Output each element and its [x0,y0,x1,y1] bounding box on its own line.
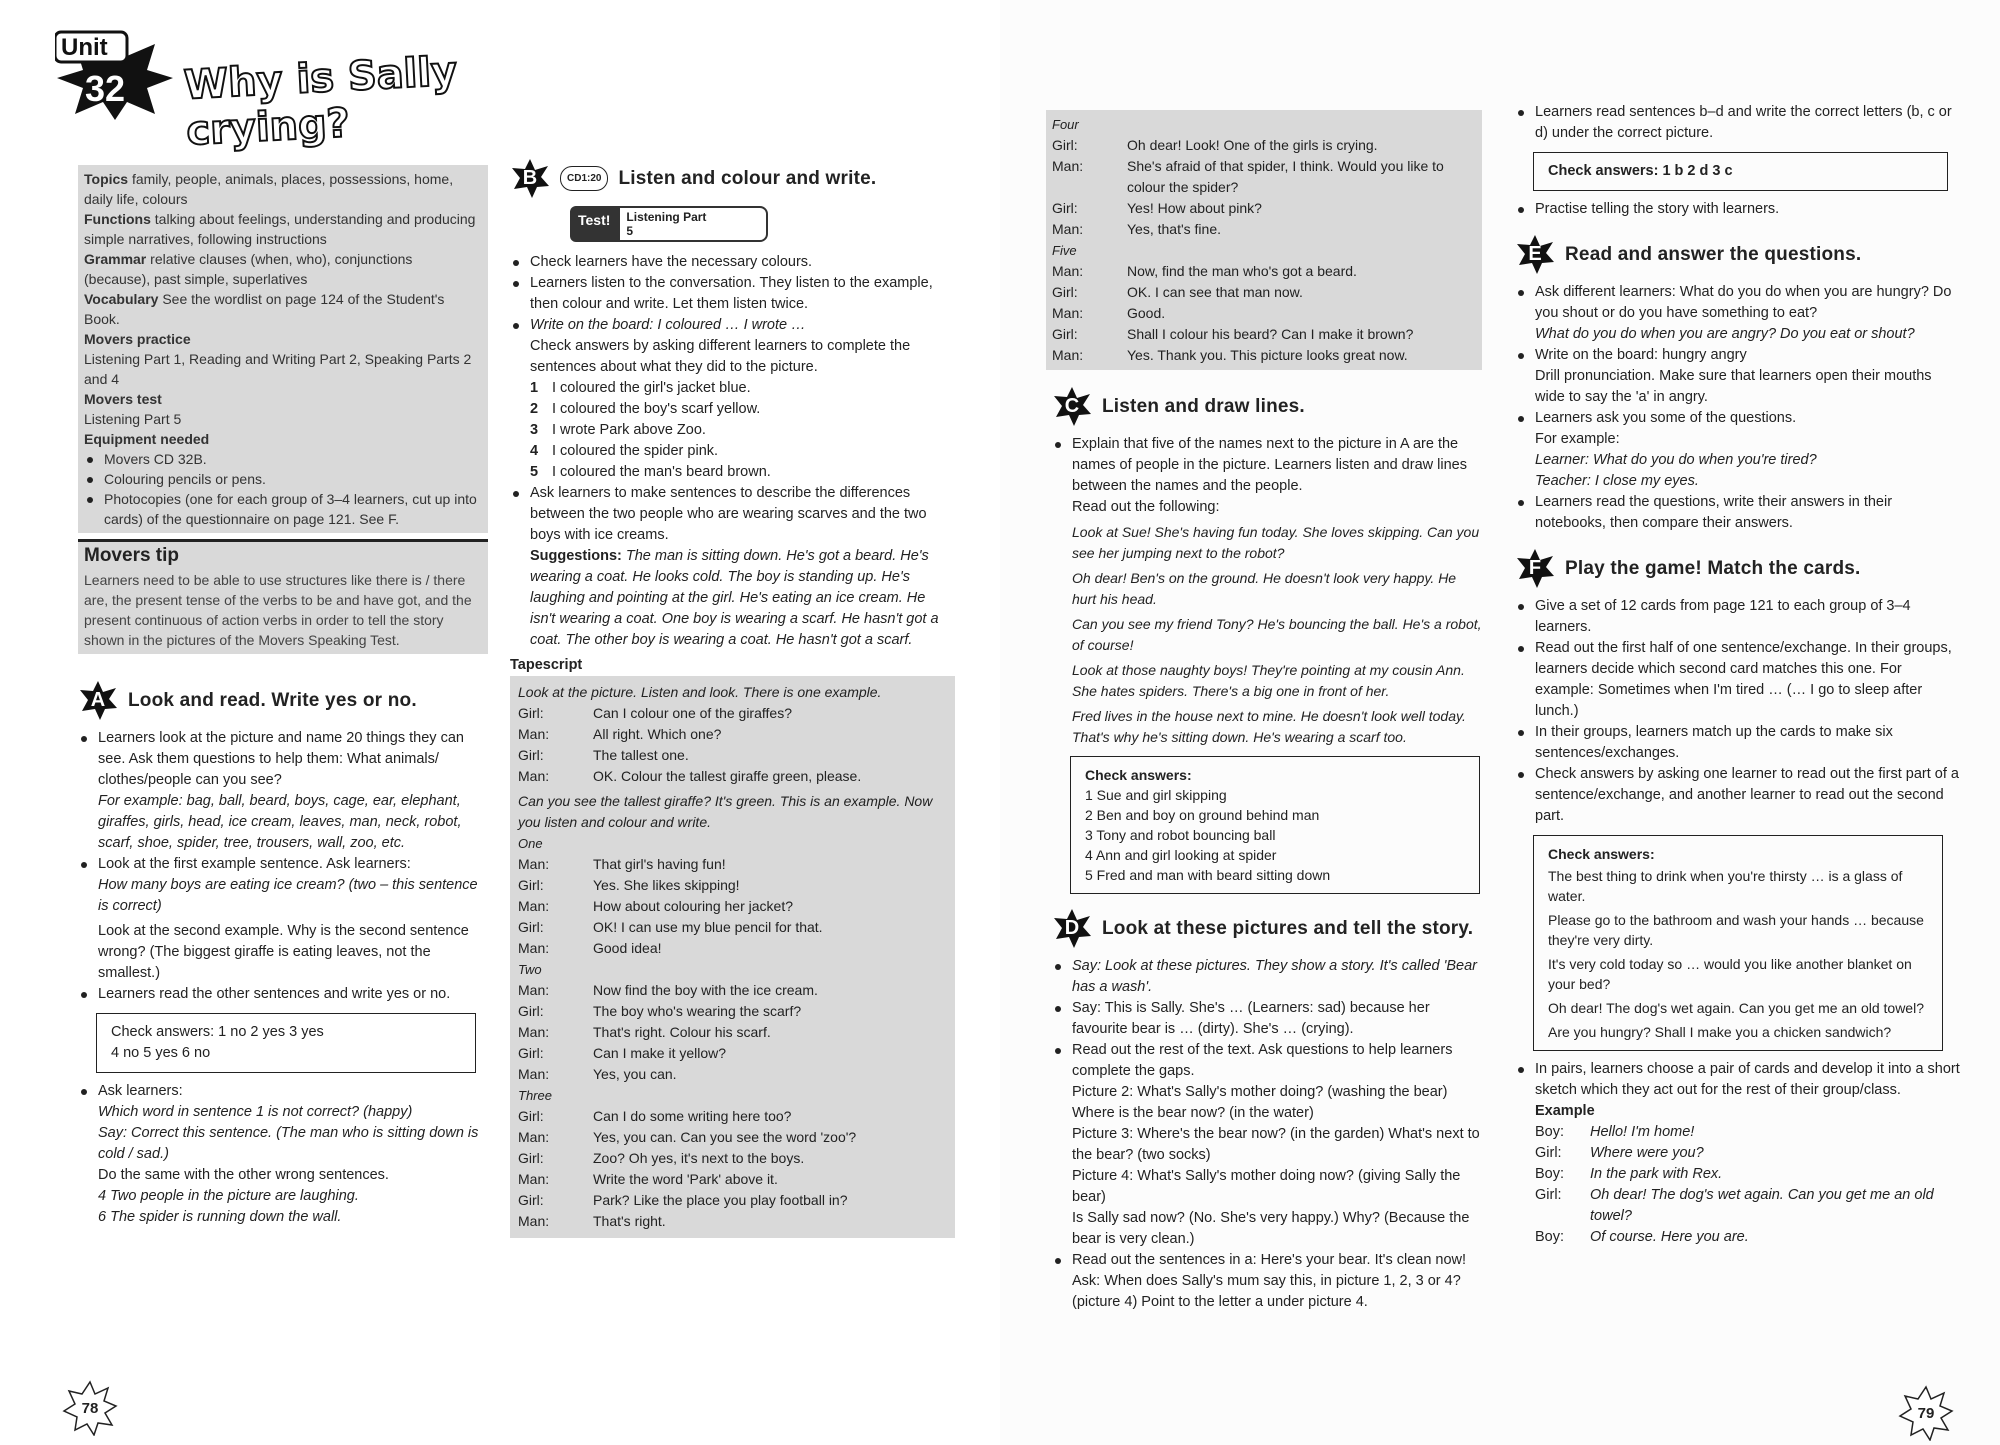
e-line: Drill pronunciation. Make sure that learners open their mouths wide to say the 'a' in angry. [1535,368,1932,405]
part-label: One [518,836,543,851]
c-check-label: Check answers: [1085,767,1192,783]
speech: Yes, that's fine. [1127,221,1221,237]
speaker: Boy: [1535,1166,1565,1182]
b-bullet: Check learners have the necessary colours. [510,252,940,273]
section-f-title: Play the game! Match the cards. [1565,557,1861,579]
f-bullet: Read out the first half of one sentence/exchange. In their groups, learners decide which second card matches this one. For example: Sometimes when I'm tired … (… I go to sleep after lunch.) [1515,638,1960,722]
speaker: Girl: [518,1003,544,1019]
speaker: Man: [518,982,550,998]
unit-title: Why is Sally crying? [182,48,459,155]
speech: Can I make it yellow? [593,1045,727,1061]
speaker: Girl: [1052,137,1078,153]
f-check-line: It's very cold today so … would you like another blanket on your bed? [1548,956,1912,992]
f-bullet: In pairs, learners choose a pair of cards and develop it into a short sketch which they act out for the rest of their group/class. [1515,1059,1960,1101]
equip-item: Movers CD 32B. [84,449,482,469]
right-column-1 [1052,110,1482,1313]
speech: Good. [1127,305,1166,321]
e-line: Teacher: I close my eyes. [1535,473,1699,489]
page-number-right: 79 [1898,1385,1954,1441]
test-text: Listening Part 5 [84,411,182,427]
e-line: For example: [1535,431,1620,447]
speech: Of course. Here you are. [1590,1229,1749,1245]
speaker: Man: [1052,221,1084,237]
f-check-line: Please go to the bathroom and wash your hands … because they're very dirty. [1548,912,1924,948]
practice-text: Listening Part 1, Reading and Writing Part 2, Speaking Parts 2 and 4 [84,351,472,387]
speaker: Man: [518,1213,550,1229]
c-para: Look at those naughty boys! They're pointing at my cousin Ann. She hates spiders. There's a big one in front of her. [1072,662,1465,699]
speech: Yes, you can. Can you see the word 'zoo'? [593,1129,857,1145]
speaker: Girl: [1535,1187,1562,1203]
c-line: Read out the following: [1072,499,1220,515]
topics-label: Topics [84,171,129,187]
speaker: Man: [1052,158,1084,174]
unit-number: 32 [85,68,126,109]
speaker: Man: [518,1024,550,1040]
list-item: I coloured the spider pink. [552,443,719,459]
section-b-header [510,158,940,198]
speech: Write the word 'Park' above it. [593,1171,778,1187]
speaker: Girl: [518,1045,544,1061]
tapescript-line: Can you see the tallest giraffe? It's green. This is an example. Now you listen and colour and write. [518,793,933,830]
section-e-header [1515,234,1960,274]
part-label: Five [1052,243,1077,258]
c-check-box [1070,756,1480,894]
grammar-label: Grammar [84,251,147,267]
list-number: 4 [530,443,539,459]
c-bullet: Explain that five of the names next to the picture in A are the names of people in the picture. Learners listen and draw lines between the names and the people. [1052,434,1482,497]
functions-text: talking about feelings, understanding and producing simple narratives, following instructions [84,211,476,247]
speech: Can I do some writing here too? [593,1108,792,1124]
speaker: Man: [518,768,550,784]
speaker: Girl: [518,747,544,763]
a-line: Do the same with the other wrong sentences. [98,1167,389,1183]
speaker: Girl: [518,1108,544,1124]
speech: Now, find the man who's got a beard. [1127,263,1357,279]
speech: Yes. She likes skipping! [593,877,740,893]
a-bullet: Ask learners: [78,1081,488,1102]
speaker: Boy: [1535,1124,1565,1140]
star-b-icon: B [510,158,550,198]
tapescript-box [510,676,955,1238]
equip-item: Photocopies (one for each group of 3–4 learners, cut up into cards) of the questionnaire on page 121. See F. [84,489,482,529]
d-line: Ask: When does Sally's mum say this, in picture 1, 2, 3 or 4? (picture 4) Point to the letter a under picture 4. [1072,1273,1461,1310]
f-bullet: Give a set of 12 cards from page 121 to each group of 3–4 learners. [1515,596,1960,638]
c-para: Oh dear! Ben's on the ground. He doesn't look very happy. He hurt his head. [1072,570,1457,607]
speech: The boy who's wearing the scarf? [593,1003,802,1019]
speaker: Girl: [1052,200,1078,216]
suggestions-text: The man is sitting down. He's got a beard. He's wearing a coat. He looks cold. The boy is standing up. He's laughing and pointing at the girl. He's eating an ice cream. He isn't wearing a coat. One boy is wearing a scarf. He hasn't got a coat. The other boy is wearing a coat. He hasn't got a scarf. [530,548,939,648]
f-check-label: Check answers: [1548,846,1655,862]
a-example: For example: bag, ball, beard, boys, cage, ear, elephant, giraffes, girls, head, ice cream, leaves, man, neck, robot, scarf, shoe, spider, tree, trousers, wall, zoo, etc. [98,793,462,851]
b-line: Check answers by asking different learners to complete the sentences about what they did to the picture. [530,338,911,375]
test-tag [570,206,940,242]
speech: In the park with Rex. [1590,1166,1723,1182]
d2-bullet: Practise telling the story with learners. [1515,199,1960,220]
speaker: Man: [1052,263,1084,279]
a-bullet: Learners look at the picture and name 20 things they can see. Ask them questions to help them: What animals/ clothes/people can you see? [78,728,488,791]
speech: Yes! How about pink? [1127,200,1262,216]
d2-check-box [1533,152,1948,191]
b-bullet: Write on the board: I coloured … I wrote … [510,315,940,336]
f-check-line: The best thing to drink when you're thirsty … is a glass of water. [1548,868,1903,904]
e-bullet: Write on the board: hungry angry [1515,345,1960,366]
a-line: Which word in sentence 1 is not correct? (happy) [98,1104,413,1120]
a-line: 6 The spider is running down the wall. [98,1209,342,1225]
b-bullet: Ask learners to make sentences to describe the differences between the two people who are wearing scarves and the two boys with ice creams. [510,483,940,546]
speech: Oh dear! The dog's wet again. Can you get me an old towel? [1590,1187,1934,1224]
list-number: 2 [530,401,539,417]
speech: Good idea! [593,940,662,956]
star-c-icon: C [1052,386,1092,426]
section-d-title: Look at these pictures and tell the story. [1102,917,1474,939]
speech: She's afraid of that spider, I think. Would you like to colour the spider? [1127,158,1444,195]
speech: Zoo? Oh yes, it's next to the boys. [593,1150,805,1166]
equip-item: Colouring pencils or pens. [84,469,482,489]
speech: All right. Which one? [593,726,722,742]
a-line: 4 Two people in the picture are laughing. [98,1188,359,1204]
e-bullet: Learners ask you some of the questions. [1515,408,1960,429]
star-f-icon: F [1515,548,1555,588]
example-label: Example [1535,1103,1595,1119]
d-line: Picture 3: Where's the bear now? (in the garden) What's next to the bear? (two socks) [1072,1126,1480,1163]
f-check-box [1533,835,1943,1051]
part-label: Two [518,962,542,977]
section-e-title: Read and answer the questions. [1565,243,1862,265]
test-tag-label: Test! [570,206,618,242]
test-tag-text: Listening Part 5 [618,206,768,242]
a-bullet: Look at the first example sentence. Ask learners: [78,854,488,875]
f-check-line: Are you hungry? Shall I make you a chicken sandwich? [1548,1024,1892,1040]
speaker: Boy: [1535,1229,1565,1245]
speaker: Man: [518,1171,550,1187]
star-d-icon: D [1052,908,1092,948]
a-check-box [96,1013,476,1073]
a-line: Say: Correct this sentence. (The man who is sitting down is cold / sad.) [98,1125,479,1162]
d-line: Picture 4: What's Sally's mother doing now? (giving Sally the bear) [1072,1168,1461,1205]
f-bullet: In their groups, learners match up the cards to make six sentences/exchanges. [1515,722,1960,764]
f-check-line: Oh dear! The dog's wet again. Can you get me an old towel? [1548,1000,1924,1016]
c-para: Look at Sue! She's having fun today. She loves skipping. Can you see her jumping next to the robot? [1072,524,1480,561]
right-page [1000,0,2000,1445]
speech: That's right. Colour his scarf. [593,1024,771,1040]
speaker: Man: [518,940,550,956]
speaker: Girl: [1052,326,1078,342]
speech: OK! I can use my blue pencil for that. [593,919,823,935]
speaker: Girl: [518,705,544,721]
speaker: Man: [518,1129,550,1145]
d-bullet: Say: This is Sally. She's … (Learners: sad) because her favourite bear is … (dirty). She's … (crying). [1052,998,1482,1040]
speaker: Man: [518,898,550,914]
list-number: 5 [530,464,539,480]
movers-tip-box [78,539,488,654]
speech: Oh dear! Look! One of the girls is crying. [1127,137,1378,153]
practice-label: Movers practice [84,331,191,347]
speaker: Girl: [518,919,544,935]
page-number-left: 78 [62,1380,118,1436]
section-f-header [1515,548,1960,588]
part-label: Four [1052,117,1079,132]
vocab-text: See the wordlist on page 124 of the Student's Book. [84,291,445,327]
list-item: I wrote Park above Zoo. [552,422,706,438]
topics-text: family, people, animals, places, possessions, home, daily life, colours [84,171,454,207]
d-line: Is Sally sad now? (No. She's very happy.) Why? (Because the bear is very clean.) [1072,1210,1470,1247]
speaker: Man: [1052,347,1084,363]
a-bullet: Learners read the other sentences and write yes or no. [78,984,488,1005]
c-check-line: 1 Sue and girl skipping [1085,787,1227,803]
c-check-line: 2 Ben and boy on ground behind man [1085,807,1320,823]
section-b-column [510,158,940,1238]
speech: OK. Colour the tallest giraffe green, please. [593,768,862,784]
speaker: Man: [518,856,550,872]
cd-badge: CD1:20 [560,166,608,191]
c-para: Fred lives in the house next to mine. He doesn't look well today. That's why he's sitting down. He's wearing a scarf too. [1072,708,1466,745]
speaker: Man: [518,1066,550,1082]
info-column [78,165,488,1228]
section-a-header [78,680,488,720]
d-line: Picture 2: What's Sally's mother doing? (washing the bear) [1072,1084,1448,1100]
a-check-line: 4 no 5 yes 6 no [111,1045,211,1061]
speaker: Girl: [518,1192,544,1208]
d-bullet: Read out the rest of the text. Ask questions to help learners complete the gaps. [1052,1040,1482,1082]
d-bullet: Say: Look at these pictures. They show a story. It's called 'Bear has a wash'. [1052,956,1482,998]
c-para: Can you see my friend Tony? He's bouncing the ball. He's a robot, of course! [1072,616,1482,653]
speaker: Girl: [1052,284,1078,300]
section-c-title: Listen and draw lines. [1102,395,1305,417]
b-bullet: Learners listen to the conversation. They listen to the example, then colour and write. Let them listen twice. [510,273,940,315]
speaker: Girl: [1535,1145,1562,1161]
speech: OK. I can see that man now. [1127,284,1303,300]
speech: Now find the boy with the ice cream. [593,982,818,998]
tapescript-continued [1046,110,1482,370]
grammar-text: relative clauses (when, who), conjunctions (because), past simple, superlatives [84,251,413,287]
tapescript-line: Look at the picture. Listen and look. There is one example. [518,684,882,700]
tip-text: Learners need to be able to use structures like there is / there are, the present tense of the verbs to be and have got, and the present continuous of action verbs in order to tell the story shown in the pictures of the Movers Speaking Test. [84,572,472,648]
suggestions-label: Suggestions: [530,548,622,564]
c-check-line: 3 Tony and robot bouncing ball [1085,827,1276,843]
speech: Shall I colour his beard? Can I make it brown? [1127,326,1414,342]
list-number: 1 [530,380,539,396]
unit-label: Unit [61,34,108,61]
tip-title: Movers tip [84,545,180,566]
a-question: Look at the second example. Why is the second sentence wrong? (The biggest giraffe is eating leaves, not the smallest.) [98,923,469,981]
speaker: Man: [1052,305,1084,321]
speech: Park? Like the place you play football in? [593,1192,848,1208]
speech: Yes. Thank you. This picture looks great now. [1127,347,1408,363]
a-question: How many boys are eating ice cream? (two – this sentence is correct) [98,877,478,914]
speaker: Man: [518,726,550,742]
unit-header [55,30,595,155]
e-bullet: Learners read the questions, write their answers in their notebooks, then compare their answers. [1515,492,1960,534]
vocab-label: Vocabulary [84,291,159,307]
list-item: I coloured the man's beard brown. [552,464,771,480]
list-item: I coloured the girl's jacket blue. [552,380,751,396]
star-a-icon: A [78,680,118,720]
speech: Yes, you can. [593,1066,677,1082]
c-check-line: 4 Ann and girl looking at spider [1085,847,1277,863]
section-b-title: Listen and colour and write. [618,167,877,189]
list-number: 3 [530,422,539,438]
d-bullet: Read out the sentences in a: Here's your bear. It's clean now! [1052,1250,1482,1271]
speech: The tallest one. [593,747,689,763]
speech: How about colouring her jacket? [593,898,794,914]
tapescript-label: Tapescript [510,657,583,673]
speech: Hello! I'm home! [1590,1124,1695,1140]
functions-label: Functions [84,211,151,227]
a-check-line: Check answers: 1 no 2 yes 3 yes [111,1024,324,1040]
info-box [78,165,488,533]
star-e-icon: E [1515,234,1555,274]
section-a-title: Look and read. Write yes or no. [128,689,417,711]
speech: That girl's having fun! [593,856,726,872]
list-item: I coloured the boy's scarf yellow. [552,401,761,417]
e-bullet: Ask different learners: What do you do when you are hungry? Do you shout or do you have something to eat? [1515,282,1960,324]
speaker: Girl: [518,1150,544,1166]
section-c-header [1052,386,1482,426]
d2-bullet: Learners read sentences b–d and write the correct letters (b, c or d) under the correct picture. [1515,102,1960,144]
speech: Where were you? [1590,1145,1704,1161]
c-check-line: 5 Fred and man with beard sitting down [1085,867,1331,883]
section-d-header [1052,908,1482,948]
speech: That's right. [593,1213,666,1229]
right-column-2 [1515,102,1960,1248]
e-line: Learner: What do you do when you're tired? [1535,452,1817,468]
test-label: Movers test [84,391,162,407]
d-line: Where is the bear now? (in the water) [1072,1105,1314,1121]
part-label: Three [518,1088,552,1103]
speech: Can I colour one of the giraffes? [593,705,792,721]
f-bullet: Check answers by asking one learner to read out the first part of a sentence/exchange, and another learner to read out the second part. [1515,764,1960,827]
equip-label: Equipment needed [84,431,210,447]
d2-check-line: Check answers: 1 b 2 d 3 c [1548,163,1733,179]
e-line: What do you do when you are angry? Do you eat or shout? [1535,326,1915,342]
speaker: Girl: [518,877,544,893]
